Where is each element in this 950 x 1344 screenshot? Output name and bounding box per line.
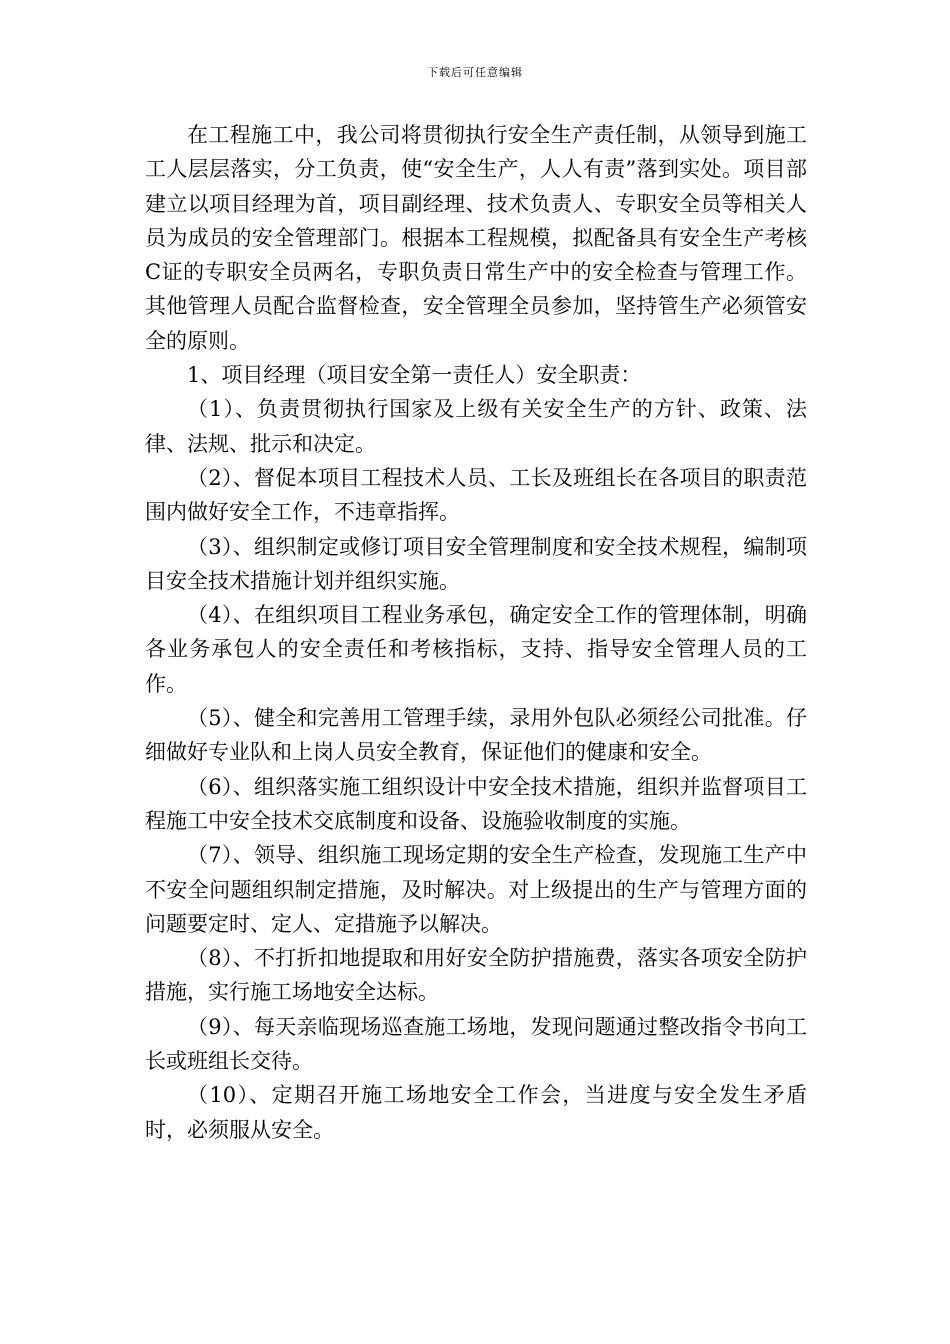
duty-item-9: （9）、每天亲临现场巡查施工场地，发现问题通过整改指令书向工长或班组长交待。: [145, 1014, 807, 1074]
duty-item-1: （1）、负责贯彻执行国家及上级有关安全生产的方针、政策、法律、法规、批示和决定。: [145, 397, 807, 456]
duty-item-4: （4）、在组织项目工程业务承包，确定安全工作的管理体制，明确各业务承包人的安全责任和考核指标，支持、指导安全管理人员的工作。: [145, 603, 807, 696]
duty-item-3: （3）、组织制定或修订项目安全管理制度和安全技术规程，编制项目安全技术措施计划并组织实施。: [145, 534, 807, 593]
duty-item-2: （2）、督促本项目工程技术人员、工长及班组长在各项目的职责范围内做好安全工作，不违章指挥。: [145, 465, 807, 525]
page-header-note: 下载后可任意编辑: [427, 66, 523, 79]
duty-item-10: （10）、定期召开施工场地安全工作会，当进度与安全发生矛盾时，必须服从安全。: [145, 1083, 807, 1142]
intro-paragraph: 在工程施工中，我公司将贯彻执行安全生产责任制，从领导到施工工人层层落实，分工负责，使“安全生产，人人有责”落到实处。项目部建立以项目经理为首，项目副经理、技术负责人、专职安全员等相关人员为成员的安全管理部门。根据本工程规模，拟配备具有安全生产考核C证的专职安全员两名，专职负责日常生产中的安全检查与管理工作。其他管理人员配合监督检查，安全管理全员参加，坚持管生产必须管安全的原则。: [145, 123, 807, 353]
document-body: [145, 118, 807, 1147]
duty-item-5: （5）、健全和完善用工管理手续，录用外包队必须经公司批准。仔细做好专业队和上岗人员安全教育，保证他们的健康和安全。: [145, 706, 807, 765]
duty-item-8: （8）、不打折扣地提取和用好安全防护措施费，落实各项安全防护措施，实行施工场地安全达标。: [145, 946, 807, 1005]
duty-item-7: （7）、领导、组织施工现场定期的安全生产检查，发现施工生产中不安全问题组织制定措施，及时解决。对上级提出的生产与管理方面的问题要定时、定人、定措施予以解决。: [145, 843, 807, 936]
section-heading: 1、项目经理（项目安全第一责任人）安全职责：: [187, 363, 642, 388]
duty-item-6: （6）、组织落实施工组织设计中安全技术措施，组织并监督项目工程施工中安全技术交底制度和设备、设施验收制度的实施。: [145, 774, 807, 833]
